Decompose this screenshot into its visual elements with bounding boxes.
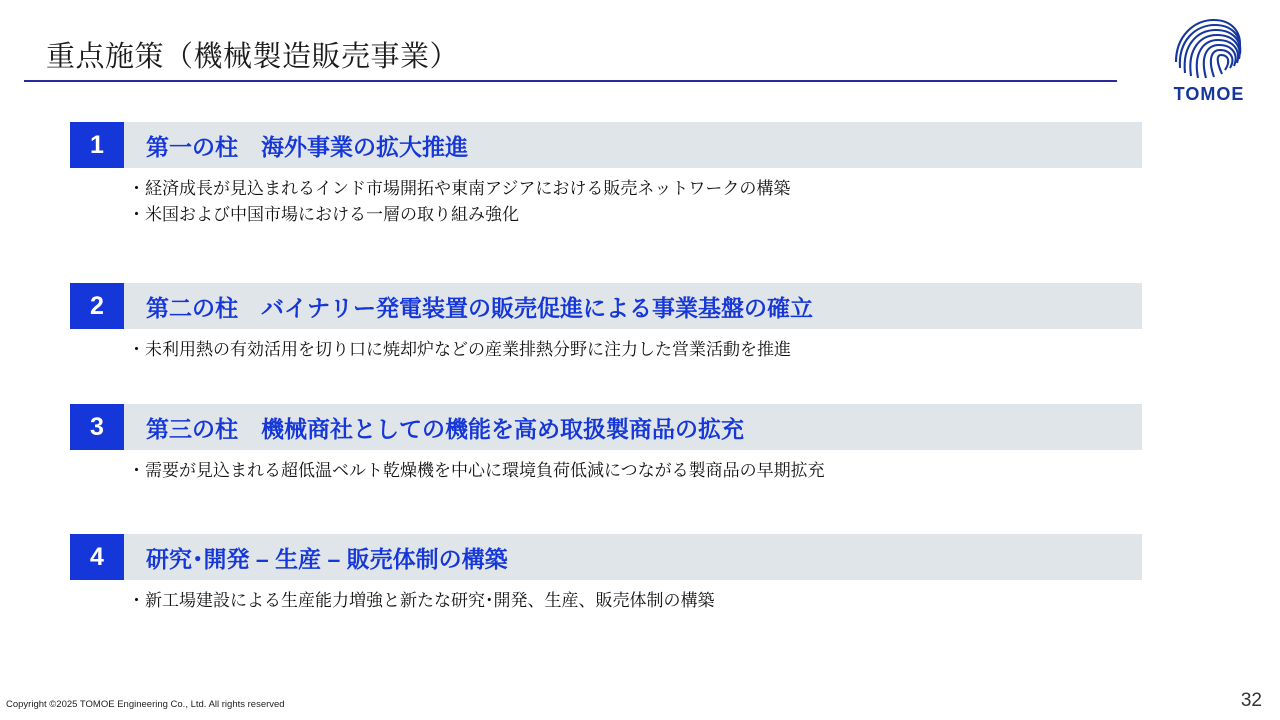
section-1-bullets — [70, 176, 1142, 229]
section-2-bullets — [70, 337, 1142, 363]
section-1-band — [70, 122, 1142, 168]
bullet-item: ・未利用熱の有効活用を切り口に焼却炉などの産業排熱分野に注力した営業活動を推進 — [128, 340, 791, 359]
title-divider — [24, 80, 1117, 82]
section-3-number: 3 — [70, 404, 124, 450]
bullet-item: ・米国および中国市場における一層の取り組み強化 — [128, 205, 519, 225]
section-4-title: 研究･開発 – 生産 – 販売体制の構築 — [146, 545, 508, 572]
section-1 — [70, 122, 1142, 229]
section-4 — [70, 534, 1142, 614]
bullet-item: ・経済成長が見込まれるインド市場開拓や東南アジアにおける販売ネットワークの構築 — [128, 179, 791, 198]
section-1-title: 第一の柱 海外事業の拡大推進 — [146, 133, 468, 160]
copyright-text: Copyright ©2025 TOMOE Engineering Co., Ltd. All rights reserved — [6, 699, 285, 710]
bullet-item: ・新工場建設による生産能力増強と新たな研究･開発、生産、販売体制の構築 — [128, 591, 715, 610]
section-4-band — [70, 534, 1142, 580]
section-1-number: 1 — [70, 122, 124, 168]
section-3 — [70, 404, 1142, 484]
section-4-number: 4 — [70, 534, 124, 580]
tomoe-spiral-logo-icon — [1170, 16, 1246, 82]
section-2 — [70, 283, 1142, 363]
bullet-item: ・需要が見込まれる超低温ベルト乾燥機を中心に環境負荷低減につながる製商品の早期拡充 — [128, 461, 825, 480]
logo-text: TOMOE — [1173, 84, 1245, 104]
slide-header — [0, 0, 1280, 96]
logo — [1148, 14, 1270, 112]
section-2-title: 第二の柱 バイナリー発電装置の販売促進による事業基盤の確立 — [146, 294, 813, 321]
section-2-band — [70, 283, 1142, 329]
section-3-title: 第三の柱 機械商社としての機能を高め取扱製商品の拡充 — [146, 415, 744, 442]
page-title: 重点施策（機械製造販売事業） — [46, 41, 460, 73]
section-3-bullets — [70, 458, 1142, 484]
section-4-bullets — [70, 588, 1142, 614]
section-2-number: 2 — [70, 283, 124, 329]
section-3-band — [70, 404, 1142, 450]
page-number: 32 — [1240, 690, 1262, 711]
